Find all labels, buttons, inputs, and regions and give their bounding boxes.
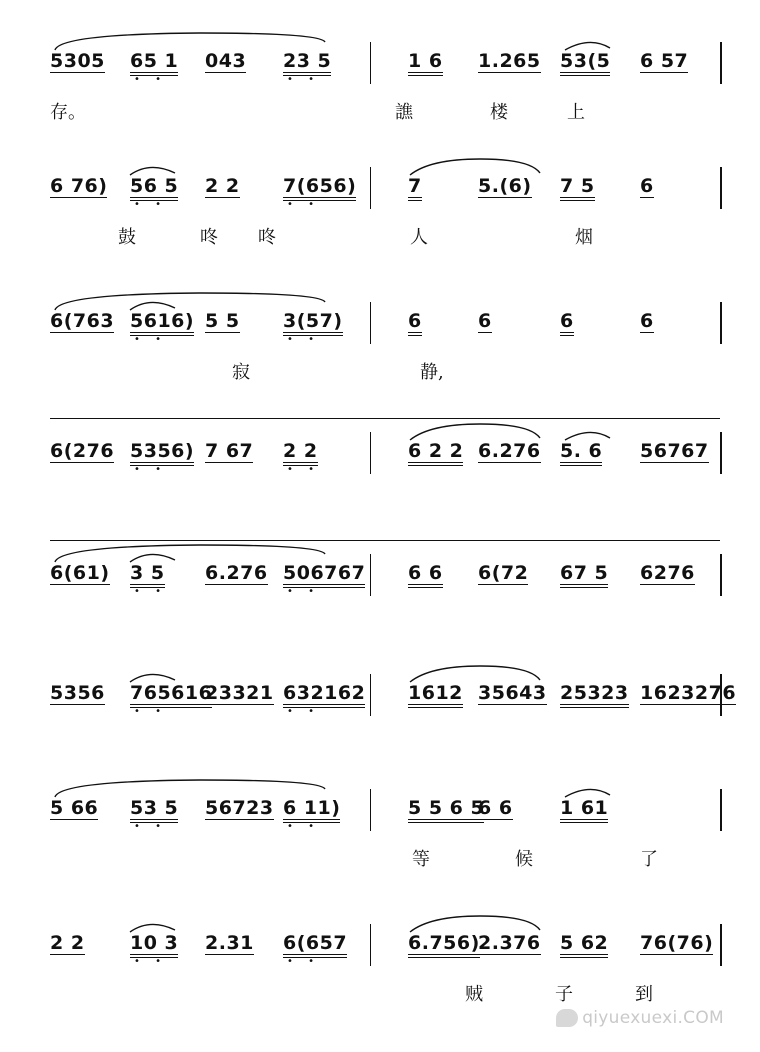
bar-line-end (720, 302, 722, 344)
note-group: 6(276 (50, 440, 115, 462)
octave-dots: • • (134, 956, 167, 967)
note-group: 56 5 (130, 175, 178, 201)
logo-icon (556, 1009, 578, 1027)
note-group: 6.276 (205, 562, 268, 584)
note-group: 5. 6 (560, 440, 602, 466)
octave-dots: • • (134, 464, 167, 475)
bar-line (370, 432, 371, 474)
note-group: 765616 (130, 682, 212, 708)
bar-line-end (720, 789, 722, 831)
note-group: 2.31 (205, 932, 254, 954)
octave-dots: • • (134, 586, 167, 597)
octave-dots: • • (287, 586, 320, 597)
note-group: 6(61) (50, 562, 110, 584)
note-group: 632162 (283, 682, 365, 708)
note-group: 5.(6) (478, 175, 532, 197)
note-group: 5 5 (205, 310, 240, 332)
note-group: 1623276 (640, 682, 737, 704)
note-group: 53(5 (560, 50, 610, 76)
bar-line-end (720, 42, 722, 84)
note-group: 6 6 (408, 562, 443, 588)
note-group: 56767 (640, 440, 709, 462)
note-group: 67 5 (560, 562, 608, 588)
note-group: 5616) (130, 310, 194, 336)
note-group: 6 (640, 175, 654, 197)
lyric-char: 譙 (395, 102, 413, 123)
note-group: 6 (408, 310, 422, 336)
note-group: 6 11) (283, 797, 340, 823)
lyric-char: 鼓 (118, 227, 136, 248)
lyric-char: 烟 (575, 227, 593, 248)
system-rule (50, 540, 720, 541)
score-line (0, 918, 760, 1018)
note-group: 7 5 (560, 175, 595, 201)
octave-dots: • • (134, 74, 167, 85)
bar-line (370, 789, 371, 831)
octave-dots: • • (287, 74, 320, 85)
note-group: 10 3 (130, 932, 178, 958)
octave-dots: • • (287, 464, 320, 475)
note-group: 7 (408, 175, 422, 201)
note-group: 76(76) (640, 932, 714, 954)
note-group: 6276 (640, 562, 695, 584)
site-watermark (556, 1008, 724, 1028)
note-group: 3 5 (130, 562, 165, 588)
note-group: 65 1 (130, 50, 178, 76)
note-group: 6 (640, 310, 654, 332)
note-group: 6 (560, 310, 574, 336)
note-group: 35643 (478, 682, 547, 704)
note-group: 23 5 (283, 50, 331, 76)
score-line (0, 296, 760, 396)
lyric-char: 咚 (258, 227, 276, 248)
phrase-slur (0, 775, 760, 815)
note-group: 6(657 (283, 932, 347, 958)
note-group: 2 2 (283, 440, 318, 466)
octave-dots: • • (134, 821, 167, 832)
score-line (0, 161, 760, 261)
bar-line (370, 674, 371, 716)
note-group: 6 76) (50, 175, 108, 197)
bar-line (370, 302, 371, 344)
system-rule (50, 418, 720, 419)
note-group: 6.756) (408, 932, 480, 958)
bar-line (370, 924, 371, 966)
note-group: 043 (205, 50, 247, 72)
note-group: 1.265 (478, 50, 541, 72)
note-group: 3(57) (283, 310, 343, 336)
note-group: 6 (478, 310, 492, 332)
bar-line-end (720, 554, 722, 596)
octave-dots: • • (134, 706, 167, 717)
note-group: 5356 (50, 682, 105, 704)
note-group: 2 2 (205, 175, 240, 197)
octave-dots: • • (287, 956, 320, 967)
score-line (0, 668, 760, 768)
note-group: 56723 (205, 797, 274, 819)
score-line (0, 548, 760, 648)
octave-dots: • • (287, 199, 320, 210)
lyric-char: 静, (420, 362, 444, 383)
watermark-text: qiyuexuexi.COM (582, 1008, 724, 1028)
lyric-char: 等 (412, 849, 430, 870)
note-group: 6(72 (478, 562, 529, 584)
note-group: 6 2 2 (408, 440, 463, 466)
note-group: 6(763 (50, 310, 115, 332)
note-group: 23321 (205, 682, 274, 704)
octave-dots: • • (287, 821, 320, 832)
octave-dots: • • (287, 706, 320, 717)
lyric-char: 寂 (232, 362, 250, 383)
note-group: 5 62 (560, 932, 608, 958)
score-line (0, 426, 760, 526)
lyric-char: 到 (635, 984, 653, 1005)
bar-line-end (720, 167, 722, 209)
lyric-char: 贼 (465, 984, 483, 1005)
octave-dots: • • (287, 334, 320, 345)
note-group: 6 6 (478, 797, 513, 819)
note-group: 7(656) (283, 175, 356, 201)
octave-dots: • • (134, 334, 167, 345)
note-group: 5305 (50, 50, 105, 72)
lyric-char: 了 (640, 849, 658, 870)
note-group: 7 67 (205, 440, 254, 462)
note-group: 506767 (283, 562, 365, 588)
bar-line (370, 167, 371, 209)
score-line (0, 783, 760, 883)
note-group: 6 57 (640, 50, 689, 72)
lyric-char: 咚 (200, 227, 218, 248)
bar-line (370, 42, 371, 84)
lyric-char: 人 (410, 227, 428, 248)
note-group: 6.276 (478, 440, 541, 462)
note-group: 1 61 (560, 797, 608, 823)
lyric-char: 候 (515, 849, 533, 870)
bar-line-end (720, 924, 722, 966)
bar-line (370, 554, 371, 596)
lyric-char: 上 (567, 102, 585, 123)
lyric-char: 楼 (490, 102, 508, 123)
note-group: 5356) (130, 440, 194, 466)
octave-dots: • • (134, 199, 167, 210)
bar-line-end (720, 432, 722, 474)
lyric-char: 子 (555, 984, 573, 1005)
note-group: 1 6 (408, 50, 443, 76)
score-line (0, 36, 760, 136)
note-group: 5 5 6 5 (408, 797, 484, 823)
note-group: 25323 (560, 682, 629, 708)
note-group: 53 5 (130, 797, 178, 823)
note-group: 1612 (408, 682, 463, 708)
note-group: 2 2 (50, 932, 85, 954)
note-group: 5 66 (50, 797, 99, 819)
lyric-char: 存。 (50, 102, 86, 123)
note-group: 2.376 (478, 932, 541, 954)
